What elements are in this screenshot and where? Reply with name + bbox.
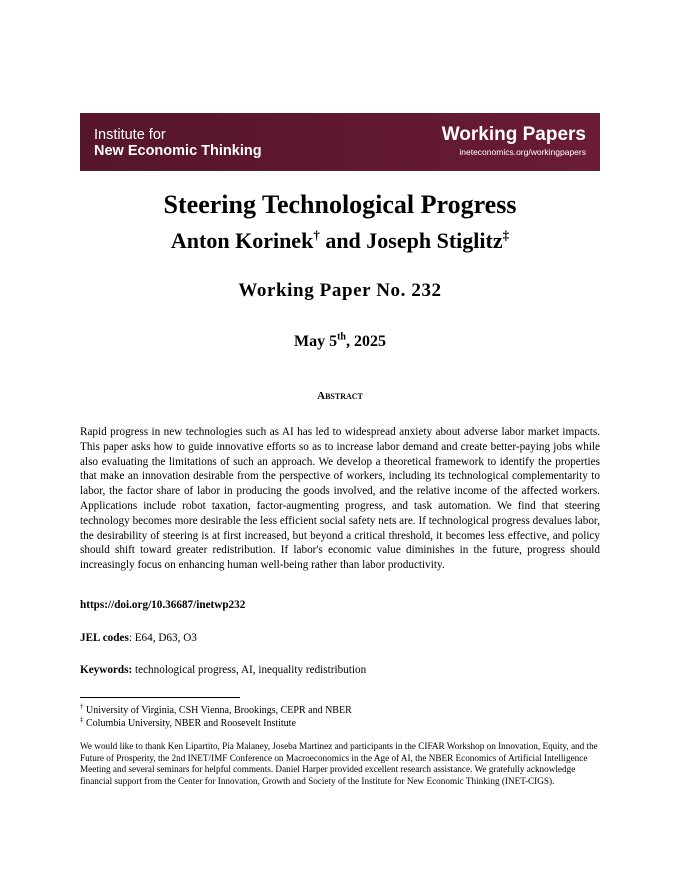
author-stiglitz: Joseph Stiglitz	[366, 228, 503, 253]
jel-codes	[80, 631, 197, 646]
series-block	[442, 124, 586, 158]
footnote-divider	[80, 697, 240, 698]
author-korinek: Anton Korinek	[170, 228, 314, 253]
footnote-2	[80, 717, 296, 730]
author-line	[0, 227, 680, 255]
institute-line-1: Institute for	[94, 127, 166, 143]
author-2-footnote-mark: ‡	[502, 227, 510, 243]
acknowledgment: We would like to thank Ken Lipartito, Pia Malaney, Joseba Martinez and participants in the CIFAR Workshop on Innovation, Equity, and the Future of Prosperity, the 2nd INET/IMF Conference on Macroeconomics in the Age of AI, the NBER Economics of Artificial Intelligence Meeting and several seminars for helpful comments. Daniel Harper provided excellent research assistance. We gratefully acknowledge financial support from the Center for Innovation, Growth and Society of the Institute for New Economic Thinking (INET-CIGS).	[80, 741, 598, 786]
footnote-1	[80, 704, 352, 717]
jel-label: JEL codes	[80, 632, 129, 644]
series-url: ineteconomics.org/workingpapers	[459, 147, 586, 157]
footnote-2-mark: ‡	[80, 715, 84, 724]
institute-line-2: New Economic Thinking	[94, 143, 262, 159]
date-main: May 5	[293, 333, 338, 350]
header-banner	[80, 113, 600, 171]
author-1-footnote-mark: †	[313, 227, 320, 243]
footnote-2-text: Columbia University, NBER and Roosevelt Institute	[83, 718, 296, 729]
institute-logo-text	[94, 127, 262, 159]
keywords-label: Keywords:	[80, 664, 133, 676]
footnote-1-mark: †	[80, 702, 84, 711]
abstract-text: Rapid progress in new technologies such as AI has led to widespread anxiety about adverse labor market impacts. This paper asks how to guide innovative efforts so as to increase labor demand and create better-paying jobs while also evaluating the limitations of such an approach. We develop a theoretical framework to identify the properties that make an innovation desirable from the perspective of workers, including its technological complementarity to labor, the factor share of labor in producing the goods involved, and the relative income of the affected workers. Applications include robot taxation, factor-augmenting progress, and task automation. We find that steering technology becomes more desirable the less efficient social safety nets are. If technological progress devalues labor, the desirability of steering is at first increased, but beyond a critical threshold, it becomes less effective, and policy should shift toward greater redistribution. If labor's economic value diminishes in the future, progress should increasingly focus on enhancing human well-being rather than labor productivity.	[80, 426, 600, 572]
date-year: , 2025	[346, 333, 386, 350]
footnote-1-text: University of Virginia, CSH Vienna, Brookings, CEPR and NBER	[83, 705, 352, 716]
jel-value: : E64, D63, O3	[128, 632, 197, 644]
author-join: and	[319, 228, 367, 253]
paper-title: Steering Technological Progress	[163, 190, 517, 219]
abstract-heading: Abstract	[317, 390, 363, 402]
doi-link[interactable]: https://doi.org/10.36687/inetwp232	[80, 599, 246, 611]
publication-date	[0, 331, 680, 353]
working-paper-number: Working Paper No. 232	[238, 280, 442, 301]
keywords-value: technological progress, AI, inequality redistribution	[132, 664, 367, 676]
date-ordinal: th	[337, 331, 346, 343]
series-title: Working Papers	[441, 124, 586, 145]
keywords	[80, 663, 366, 678]
